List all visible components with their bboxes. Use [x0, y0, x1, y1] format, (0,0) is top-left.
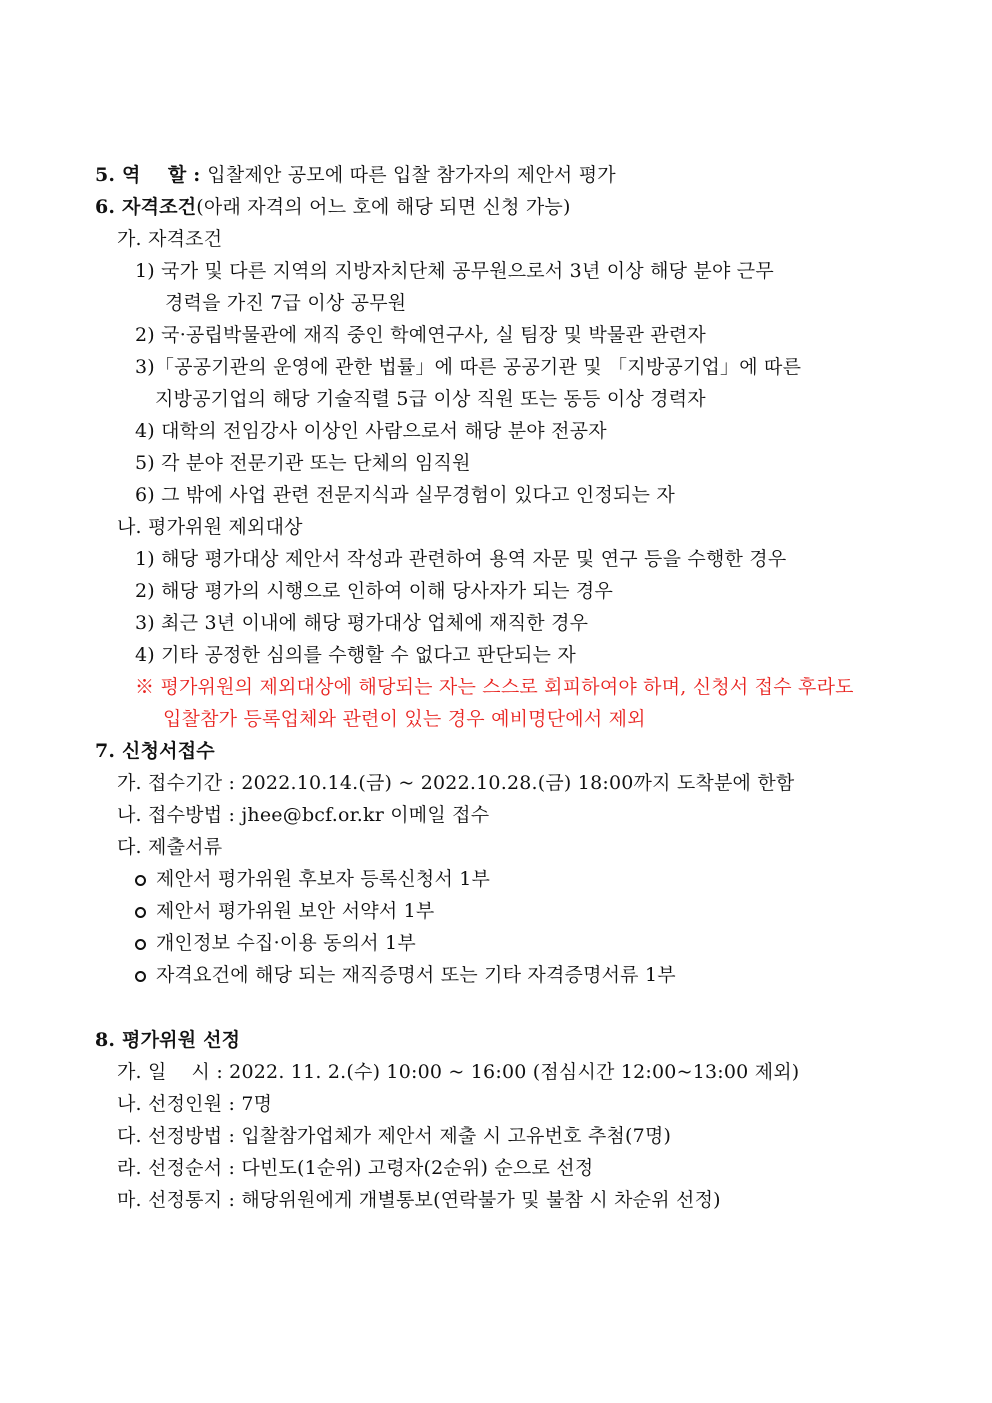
section-5-text: 입찰제안 공모에 따른 입찰 참가자의 제안서 평가: [207, 164, 616, 186]
section-8-heading: 8. 평가위원 선정: [95, 1029, 241, 1051]
application-period: 가. 접수기간 : 2022.10.14.(금) ~ 2022.10.28.(금) 18:00까지 도착분에 한함: [117, 772, 795, 794]
section-5: [95, 162, 616, 188]
list-item: 1) 해당 평가대상 제안서 작성과 관련하여 용역 자문 및 연구 등을 수행한 경우: [135, 548, 787, 570]
circle-bullet-icon: [135, 939, 146, 950]
list-item: 2) 해당 평가의 시행으로 인하여 이해 당사자가 되는 경우: [135, 580, 614, 602]
document-list-item: [135, 962, 676, 988]
document-list-item: [135, 898, 434, 924]
list-item: 2) 국·공립박물관에 재직 중인 학예연구사, 실 팀장 및 박물관 관련자: [135, 324, 706, 346]
section-6-label: 6. 자격조건: [95, 196, 197, 218]
section-5-label: 5. 역 할 :: [95, 164, 201, 186]
selection-count: 나. 선정인원 : 7명: [117, 1093, 273, 1115]
list-item: 4) 기타 공정한 심의를 수행할 수 없다고 판단되는 자: [135, 644, 576, 666]
list-item: 1) 국가 및 다른 지역의 지방자치단체 공무원으로서 3년 이상 해당 분야 근무: [135, 260, 774, 282]
document-label: 자격요건에 해당 되는 재직증명서 또는 기타 자격증명서류 1부: [156, 964, 676, 986]
circle-bullet-icon: [135, 875, 146, 886]
exclusion-notice: ※ 평가위원의 제외대상에 해당되는 자는 스스로 회피하여야 하며, 신청서 접수 후라도: [135, 676, 854, 698]
document-label: 제안서 평가위원 보안 서약서 1부: [156, 900, 435, 922]
list-item: 3) 최근 3년 이내에 해당 평가대상 업체에 재직한 경우: [135, 612, 589, 634]
exclusion-notice-continuation: 입찰참가 등록업체와 관련이 있는 경우 예비명단에서 제외: [163, 708, 646, 730]
subsection-title: 나. 평가위원 제외대상: [117, 516, 303, 538]
subsection-title: 다. 제출서류: [117, 836, 223, 858]
circle-bullet-icon: [135, 907, 146, 918]
section-6-note: (아래 자격의 어느 호에 해당 되면 신청 가능): [196, 196, 571, 218]
selection-method: 다. 선정방법 : 입찰참가업체가 제안서 제출 시 고유번호 추첨(7명): [117, 1125, 672, 1147]
document-label: 개인정보 수집·이용 동의서 1부: [156, 932, 416, 954]
list-item: 4) 대학의 전임강사 이상인 사람으로서 해당 분야 전공자: [135, 420, 607, 442]
list-item: 3)「공공기관의 운영에 관한 법률」에 따른 공공기관 및 「지방공기업」에 따른: [135, 356, 802, 378]
document-list-item: [135, 930, 416, 956]
list-item: 6) 그 밖에 사업 관련 전문지식과 실무경험이 있다고 인정되는 자: [135, 484, 675, 506]
subsection-title: 가. 자격조건: [117, 228, 223, 250]
section-6-heading: [95, 194, 571, 220]
document-label: 제안서 평가위원 후보자 등록신청서 1부: [156, 868, 491, 890]
selection-notice: 마. 선정통지 : 해당위원에게 개별통보(연락불가 및 불참 시 차순위 선정): [117, 1189, 721, 1211]
application-method: 나. 접수방법 : jhee@bcf.or.kr 이메일 접수: [117, 804, 490, 826]
list-item-continuation: 경력을 가진 7급 이상 공무원: [165, 292, 407, 314]
selection-order: 라. 선정순서 : 다빈도(1순위) 고령자(2순위) 순으로 선정: [117, 1157, 594, 1179]
document-list-item: [135, 866, 490, 892]
list-item: 5) 각 분야 전문기관 또는 단체의 임직원: [135, 452, 471, 474]
list-item-continuation: 지방공기업의 해당 기술직렬 5급 이상 직원 또는 동등 이상 경력자: [155, 388, 706, 410]
selection-date: 가. 일 시 : 2022. 11. 2.(수) 10:00 ~ 16:00 (점심시간 12:00~13:00 제외): [117, 1061, 800, 1083]
section-7-heading: 7. 신청서접수: [95, 740, 215, 762]
circle-bullet-icon: [135, 971, 146, 982]
